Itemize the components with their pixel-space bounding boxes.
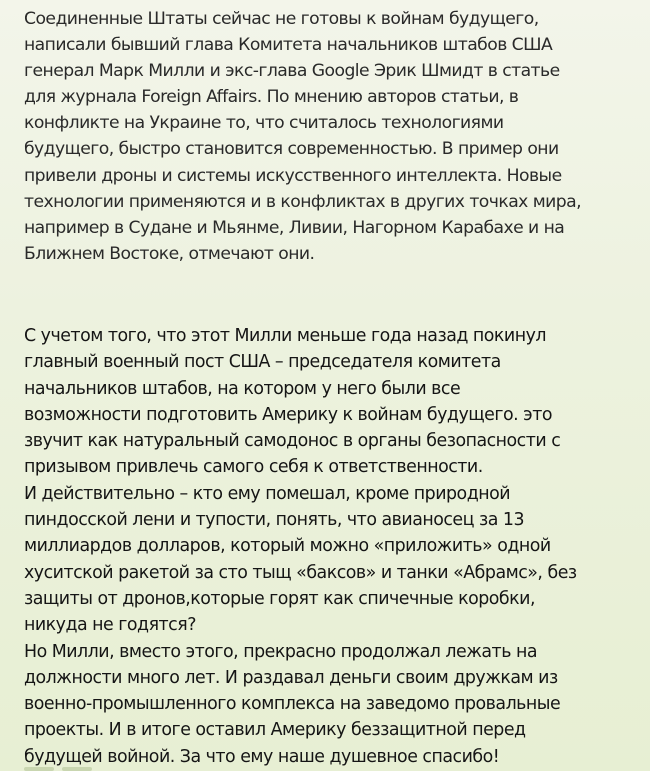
reaction-placeholder[interactable]: [24, 767, 54, 771]
message-paragraph-news: Соединенные Штаты сейчас не готовы к войнам будущего, написали бывший глава Комитета начальников штабов США генерал Марк Милли и экс-глава Google Эрик Шмидт в статье для журнала Foreign Affairs. По мнению авторов статьи, в конфликте на Украине то, что считалось технологиями будущего, быстро становится современностью. В пример они привели дроны и системы искусственного интеллекта. Новые технологии применяются и в конфликтах в других точках мира, например в Судане и Мьянме, Ливии, Нагорном Карабахе и на Ближнем Востоке, отмечают они.: [24, 9, 582, 264]
reaction-placeholder[interactable]: [62, 767, 92, 771]
message-paragraph-comment: С учетом того, что этот Милли меньше года назад покинул главный военный пост США – председателя комитета начальников штабов, на котором у него были все возможности подготовить Америку к войнам будущего. это звучит как натуральный самодонос в органы безопасности с призывом привлечь самого себя к ответственности. И действительно – кто ему помешал, кроме природной пиндосской лени и тупости, понять, что авианосец за 13 миллиардов долларов, который можно «приложить» одной хуситской ракетой за сто тыщ «баксов» и танки «Абрамс», без защиты от дронов,которые горят как спичечные коробки, никуда не годятся? Но Милли, вместо этого, прекрасно продолжал лежать на должности много лет. И раздавал деньги своим дружкам из военно-промышленного комплекса на заведомо провальные проекты. И в итоге оставил Америку беззащитной перед будущей войной. За что ему наше душевное спасибо!: [24, 326, 577, 767]
reactions-strip: [24, 767, 144, 771]
